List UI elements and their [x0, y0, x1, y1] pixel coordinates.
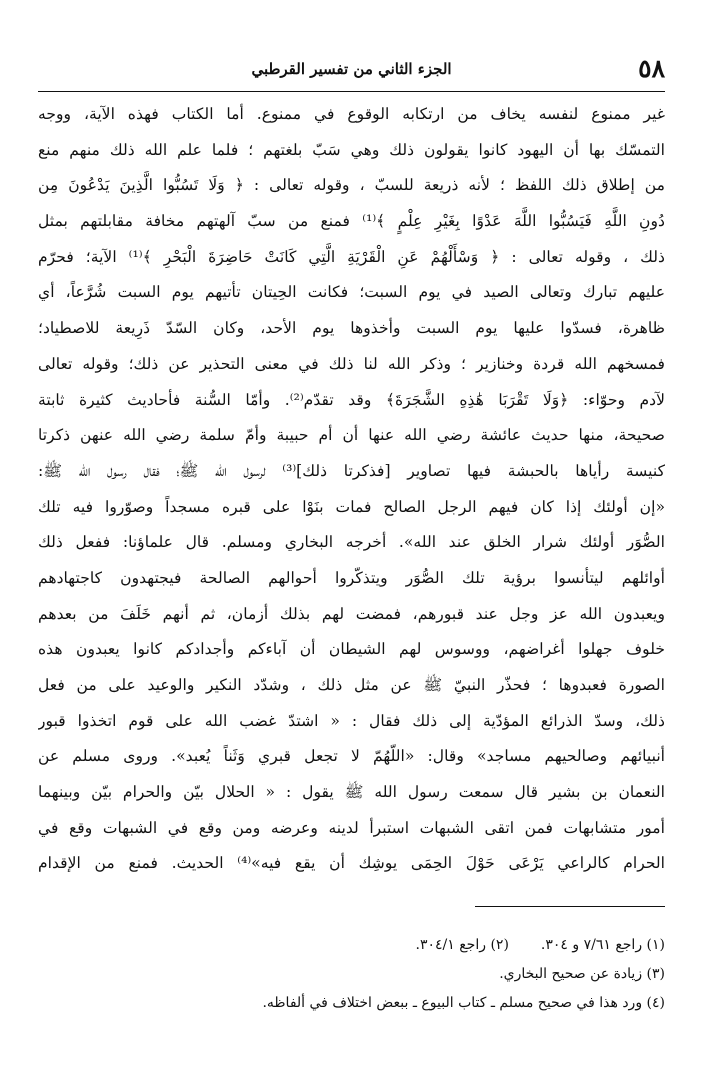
text-line: أنبيائهم وصالحيهم مساجد» وقال: «اللّهُمّ لا تجعل قبري وَثَناً يُعبد». وروى مسلم عن: [38, 747, 665, 766]
footnote-rule: [475, 906, 665, 907]
text-line: الصُّوَر أولئك شرار الخلق عند الله». أخرجه البخاري ومسلم. قال علماؤنا: ففعل ذلك: [38, 533, 665, 552]
footnote-row: [38, 930, 665, 960]
text-line: دُونِ اللَّهِ فَيَسُبُّوا اللَّهَ عَدْوًا بِغَيْرِ عِلْمٍ ﴾⁽¹⁾ فمنع من سبّ آلهتهم مخافة مقابلتهم بمثل: [38, 212, 665, 231]
text-line: خلوف جهلوا أغراضهم، ووسوس لهم الشيطان أن آباءكم وأجدادكم كانوا يعبدون هذه: [38, 640, 665, 659]
text-line: أوائلهم ليتأنسوا برؤية تلك الصُّوَر ويتذكّروا أحوالهم الصالحة فيجتهدون كاجتهادهم: [38, 568, 665, 587]
running-title: الجزء الثاني من تفسير القرطبي: [251, 60, 452, 78]
footnotes: [38, 930, 665, 1018]
text-line: كنيسة رأياها بالحبشة فيها تصاوير [فذكرتا ذلك]⁽³⁾ لرسول الله ﷺ؛ فقال رسول الله ﷺ:: [38, 461, 665, 480]
text-line: الحرام كالراعي يَرْعَى حَوْلَ الحِمَى يوشِك أن يقع فيه»⁽⁴⁾ الحديث. فمنع من الإقدام: [38, 854, 665, 873]
header-rule: [38, 91, 665, 92]
text-line: أمور متشابهات فمن اتقى الشبهات استبرأ لدينه وعرضه ومن وقع في الشبهات وقع في: [38, 818, 665, 837]
text-line: ذلك ، وقوله تعالى : ﴿ وَسْأَلْهُمْ عَنِ الْقَرْيَةِ الَّتِي كَانَتْ حَاضِرَةَ الْبَحْرِ ﴾⁽¹⁾ الآية؛ فحرّم: [38, 247, 665, 266]
text-line: صحيحة، منها حديث عائشة رضي الله عنها أن أم حبيبة وأمّ سلمة رضي الله عنهن ذكرتا: [38, 426, 665, 445]
body-text: [38, 97, 665, 882]
text-line: من إطلاق ذلك اللفظ ؛ لأنه ذريعة للسبّ ، وقوله تعالى : ﴿ وَلَا تَسُبُّوا الَّذِينَ يَدْعُونَ مِن: [38, 176, 665, 195]
text-line: لآدم وحوّاء: ﴿وَلَا تَقْرَبَا هَٰذِهِ الشَّجَرَةَ﴾ وقد تقدّم⁽²⁾. وأمّا السُّنة فأحاديث كثيرة ثابتة: [38, 390, 665, 409]
footnote-2: (٢) راجع ٣٠٤/١.: [415, 937, 509, 953]
page-number: ٥٨: [638, 54, 665, 83]
text-line: ذلك، وسدّ الذرائع المؤدّية إلى ذلك فقال : « اشتدّ غضب الله على قوم اتخذوا قبور: [38, 711, 665, 730]
text-line: فمسخهم الله قردة وخنازير ؛ وذكر الله لنا ذلك في معنى التحذير عن ذلك؛ وقوله تعالى: [38, 354, 665, 373]
text-line: «إن أولئك إذا كان فيهم الرجل الصالح فمات بنَوْا على قبره مسجداً وصوّروا فيه تلك: [38, 497, 665, 516]
footnote-4: (٤) ورد هذا في صحيح مسلم ـ كتاب البيوع ـ ببعض اختلاف في ألفاظه.: [262, 995, 665, 1011]
footnote-1: (١) راجع ٧/٦١ و ٣٠٤.: [540, 937, 665, 953]
text-line: الصورة فعبدوها ؛ فحذّر النبيّ ﷺ عن مثل ذلك ، وشدّد النكير والوعيد على من فعل: [38, 676, 665, 694]
text-line: النعمان بن بشير قال سمعت رسول الله ﷺ يقول : « الحلال بيّن والحرام بيّن وبينهما: [38, 783, 665, 802]
text-line: ظاهرة، فسدّوا عليها يوم السبت وأخذوها يوم الأحد، وكان السّدّ ذَرِيعة للاصطياد؛: [38, 319, 665, 338]
text-line: ويعبدون الله عز وجل عند قبورهم، فمضت لهم بذلك أزمان، ثم أنهم خَلَفَ من بعدهم: [38, 604, 665, 623]
text-line: غير ممنوع لنفسه يخاف من ارتكابه الوقوع في ممنوع. أما الكتاب فهذه الآية، ووجه: [38, 105, 665, 123]
footnote-3: (٣) زيادة عن صحيح البخاري.: [499, 966, 665, 982]
text-line: التمسّك بها أن اليهود كانوا يقولون ذلك وهي سَبّ بلغتهم ؛ فلما علم الله ذلك منهم منع: [38, 140, 665, 159]
text-line: عليهم تبارك وتعالى الصيد في يوم السبت؛ فكانت الحِيتان تأتيهم يوم السبت شُرَّعاً، أي: [38, 283, 665, 302]
page-header: [38, 52, 665, 88]
